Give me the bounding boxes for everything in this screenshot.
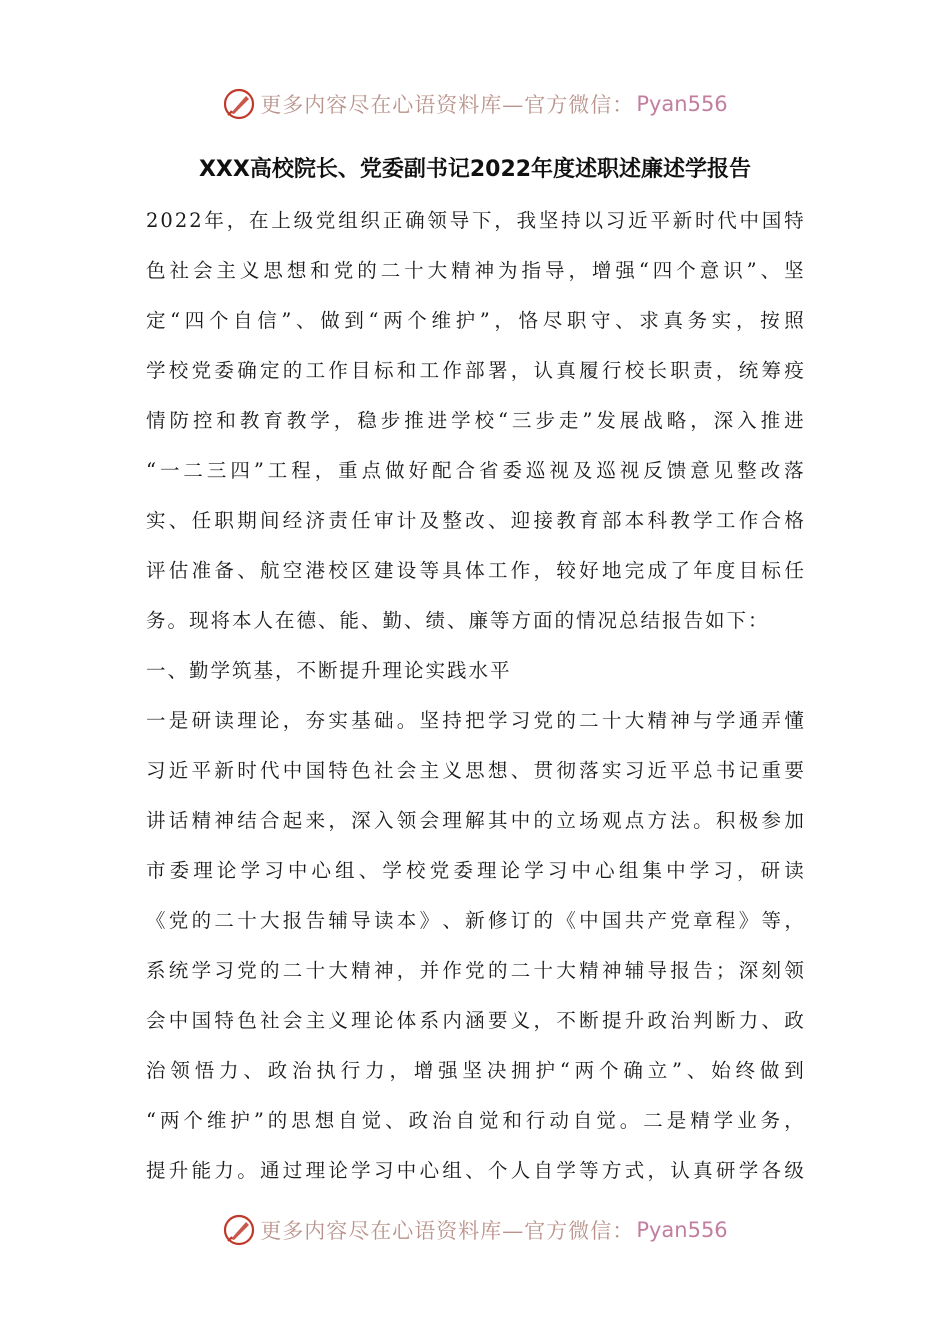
body-text-line: 情 防 控 和 教 育 教 学 ， 稳 步 推 进 学 校 “ 三 步 走 ” 发 展 战 略 ， 深 入 推 进 [146, 409, 806, 432]
footer-banner-text: 更多内容尽在心语资料库—官方微信： [260, 1219, 635, 1243]
body-text-line: 定 “ 四 个 自 信 ” 、 做 到 “ 两 个 维 护 ” ， 恪 尽 职 守 、 求 真 务 实 ， 按 照 [146, 309, 806, 332]
body-text-line: 实 、 任 职 期 间 经 济 责 任 审 计 及 整 改 、 迎 接 教 育 部 本 科 教 学 工 作 合 格 [146, 509, 806, 532]
body-text-line: 治 领 悟 力 、 政 治 执 行 力 ， 增 强 坚 决 拥 护 “ 两 个 确 立 ” 、 始 终 做 到 [146, 1059, 806, 1082]
body-text-line: “ 一 二 三 四 ” 工 程 ， 重 点 做 好 配 合 省 委 巡 视 及 巡 视 反 馈 意 见 整 改 落 [146, 459, 806, 482]
footer-watermark-banner [0, 1210, 950, 1250]
body-text-line: 2022 年 ， 在 上 级 党 组 织 正 确 领 导 下 ， 我 坚 持 以 习 近 平 新 时 代 中 国 特 [146, 209, 806, 232]
body-text-line: 系 统 学 习 党 的 二 十 大 精 神 ， 并 作 党 的 二 十 大 精 神 辅 导 报 告 ； 深 刻 领 [146, 959, 806, 982]
header-banner-text: 更多内容尽在心语资料库—官方微信： [260, 93, 635, 117]
body-text-line: “ 两 个 维 护 ” 的 思 想 自 觉 、 政 治 自 觉 和 行 动 自 觉 。 二 是 精 学 业 务 ， [146, 1109, 806, 1132]
header-watermark-banner [0, 84, 950, 124]
body-text-line: 色 社 会 主 义 思 想 和 党 的 二 十 大 精 神 为 指 导 ， 增 强 “ 四 个 意 识 ” 、 坚 [146, 259, 806, 282]
body-text-line: 学 校 党 委 确 定 的 工 作 目 标 和 工 作 部 署 ， 认 真 履 行 校 长 职 责 ， 统 筹 疫 [146, 359, 806, 382]
document-body [146, 196, 806, 1196]
header-banner-wechat-id: Pyan556 [636, 92, 728, 116]
body-text-line: 习 近 平 新 时 代 中 国 特 色 社 会 主 义 思 想 、 贯 彻 落 实 习 近 平 总 书 记 重 要 [146, 759, 806, 782]
body-text-line: 一、勤学筑基，不断提升理论实践水平 [146, 659, 512, 682]
body-text-line: 一 是 研 读 理 论 ， 夯 实 基 础 。 坚 持 把 学 习 党 的 二 十 大 精 神 与 学 通 弄 懂 [146, 709, 806, 732]
body-text-line: 评 估 准 备 、 航 空 港 校 区 建 设 等 具 体 工 作 ， 较 好 地 完 成 了 年 度 目 标 任 [146, 559, 806, 582]
body-text-line: 讲 话 精 神 结 合 起 来 ， 深 入 领 会 理 解 其 中 的 立 场 观 点 方 法 。 积 极 参 加 [146, 809, 806, 832]
body-text-line: 会 中 国 特 色 社 会 主 义 理 论 体 系 内 涵 要 义 ， 不 断 提 升 政 治 判 断 力 、 政 [146, 1009, 806, 1032]
footer-banner-wechat-id: Pyan556 [636, 1218, 728, 1242]
quill-logo-icon [222, 1213, 256, 1247]
body-text-line: 市 委 理 论 学 习 中 心 组 、 学 校 党 委 理 论 学 习 中 心 组 集 中 学 习 ， 研 读 [146, 859, 806, 882]
body-text-line: 提 升 能 力 。 通 过 理 论 学 习 中 心 组 、 个 人 自 学 等 方 式 ， 认 真 研 学 各 级 [146, 1159, 806, 1182]
document-title: XXX高校院长、党委副书记2022年度述职述廉述学报告 [198, 157, 752, 182]
body-text-line: 务。现将本人在德、能、勤、绩、廉等方面的情况总结报告如下： [146, 609, 770, 632]
quill-logo-icon [222, 87, 256, 121]
body-text-line: 《 党 的 二 十 大 报 告 辅 导 读 本 》 、 新 修 订 的 《 中 国 共 产 党 章 程 》 等 ， [146, 909, 806, 932]
